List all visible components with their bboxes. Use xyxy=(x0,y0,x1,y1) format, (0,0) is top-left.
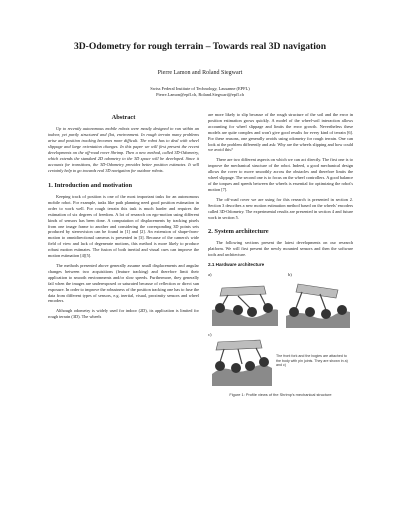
wheel xyxy=(231,363,241,373)
front-fork xyxy=(220,349,224,362)
wheel xyxy=(289,307,299,317)
wheel xyxy=(259,357,269,367)
panel-c-drawing xyxy=(212,340,272,386)
abstract-heading: Abstract xyxy=(111,114,136,121)
paper-title: 3D-Odometry for rough terrain – Towards real 3D navigation xyxy=(73,41,327,52)
figure-label-a: a) xyxy=(208,272,212,278)
paper-authors: Pierre Lamon and Roland Siegwart xyxy=(157,70,243,76)
wheel xyxy=(305,307,315,317)
wheel xyxy=(215,303,225,313)
front-fork xyxy=(296,292,302,308)
wheel xyxy=(321,309,331,319)
figure-label-b: b) xyxy=(288,272,292,278)
wheel xyxy=(233,305,243,315)
abstract-text: Up to recently autonomous mobile robots were mostly designed to run within an indoor, yet partly structured and flat, environment. In rough terrain many problems arise and position tracking becomes more difficult. The robot has to deal with wheel slippage and large orientation changes. In this paper we will first present the recent developments on the off-road rover Shrimp. Then a new method, called 3D-Odometry, which extends the standard 2D odometry to the 3D space will be developed. Since it accounts for transitions, the 3D-Odometry provides better position estimates. It will certainly help to go towards real 3D navigation for outdoor robots. xyxy=(48,126,199,173)
section-2-heading: 2. System architecture xyxy=(208,228,269,236)
figure-1 xyxy=(208,270,353,398)
subsection-2-1-heading: 2.1 Hardware architecture xyxy=(208,262,265,268)
affiliation: Swiss Federal Institute of Technology, Lausanne (EPFL) xyxy=(150,86,250,91)
wheel xyxy=(247,307,257,317)
body-paragraph: The off-road rover we are using for this research is presented in section 2. Section 3 describes a new motion estimation method based on the wheels' encoders called 3D-Odometry. The experimental results are presented in section 4 and future work in section 5. xyxy=(208,196,353,220)
wheel xyxy=(215,361,225,371)
section-1-paragraph: Keeping track of position is one of the most important tasks for an autonomous mobile robot. For example, tasks like path planning need good position estimation in order to work well. For rough terrain this task is much harder and requires the estimation of six degrees of freedom. A lot of research on ego-motion using different kinds of sensors has been done. A computation of displacements by tracking pixels from one image frame to another and considering the corresponding 3D points sets produced by stereovision can be found in [1] and [2]. An extension of shape-from-motion to omnidirectional cameras is presented in [3]. Because of the camera's wide field of view and lack of degenerate motions, this method is more likely to produce robust motion estimates. The fusion of both inertial and visual cues can improve the motion estimation [4][5]. xyxy=(48,194,199,259)
panel-b-drawing xyxy=(286,284,350,328)
body-paragraph: There are two different aspects on which we can act directly. The first one is to improve the mechanical structure of the robot. Indeed, a good mechanical design allows the rover to move smoothly across the obstacles and therefore limits the wheel slippage. The second one is to focus on the wheel controllers. A good balance of the torques and speeds between the wheels is essential for optimizing the robot's motion [7]. xyxy=(208,157,353,192)
bogie-link xyxy=(238,349,242,364)
robot-profile-drawings xyxy=(208,270,353,390)
figure-note: The front fork and the bogies are attached to the body with pin joints. They are shown in a) and c) xyxy=(276,354,348,368)
panel-a-drawing xyxy=(212,286,278,326)
figure-label-c: c) xyxy=(208,332,212,338)
affiliation-block xyxy=(0,86,400,98)
figure-caption: Figure 1: Profile views of the Shrimp's mechanical structure xyxy=(229,392,332,398)
wheel xyxy=(263,303,273,313)
left-column xyxy=(48,112,199,324)
rover-body xyxy=(296,284,338,298)
rover-body xyxy=(216,340,262,350)
section-1-heading: 1. Introduction and motivation xyxy=(48,182,133,189)
right-column xyxy=(208,112,353,398)
section-1-paragraph: Although odometry is widely used for indoor (2D), its application is limited for rough terrain (3D). The wheels xyxy=(48,308,199,320)
section-1-paragraph: The methods presented above generally assume small displacements and angular changes between two acquisitions (feature tracking) and therefore limit their application to smooth environments and/or slow speeds. Furthermore, they generally fail when the images are underexposed or saturated because of reflection or direct sun exposure. In order to improve the robustness of the position tracking one has to fuse the data from different types of sensors, e.g. inertial, visual, proximity sensors and wheel encoders. xyxy=(48,262,199,304)
section-2-paragraph: The following sections present the latest developments on our research platform. We will first present the newly mounted sensors and then the software tools and architecture. xyxy=(208,240,353,258)
author-emails: Pierre.Lamon@epfl.ch, Roland.Siegwart@epfl.ch xyxy=(156,92,244,97)
body-paragraph: are more likely to slip because of the rough structure of the soil and the error in position estimation grows quickly. A model of the wheel-soil interaction allows accounting for wheel slippage and limits the error growth. Nevertheless these models are quite complex and won't give good results for every kind of terrain [6]. For these reasons, one generally avoids using odometry for rough terrain. One can look at the problem differently and ask: Why are the wheels slipping and how could we avoid this? xyxy=(208,112,353,153)
wheel xyxy=(245,361,255,371)
rover-body xyxy=(220,286,266,296)
wheel xyxy=(337,305,347,315)
